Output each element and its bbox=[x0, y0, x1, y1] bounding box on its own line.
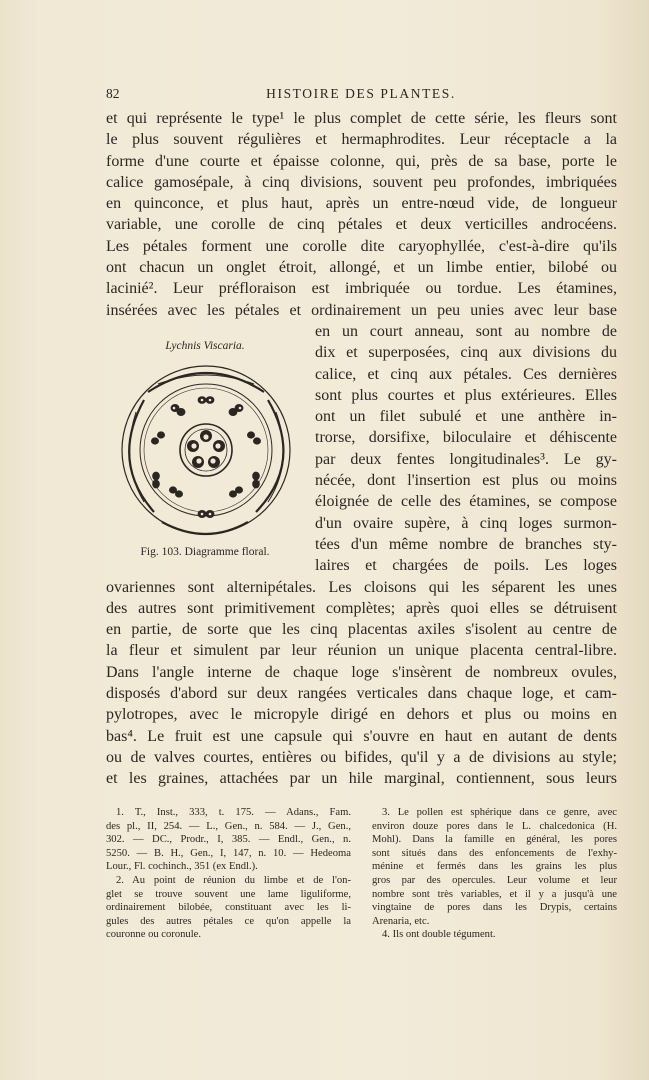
text-line: trorse, dorsifixe, biloculaire et déhiscente bbox=[315, 429, 617, 447]
figure-caption: Fig. 103. Diagramme floral. bbox=[140, 546, 270, 558]
text-line: ont un filet subulé et une anthère in- bbox=[315, 408, 617, 426]
text-line: d'un ovaire supère, à cinq loges surmon- bbox=[315, 514, 617, 532]
running-title: HISTOIRE DES PLANTES. bbox=[266, 86, 456, 101]
text-line: la fleur et simulent par leur réunion un unique placenta central-libre. bbox=[106, 642, 617, 660]
text-block-top bbox=[106, 108, 617, 321]
text-line: tées d'un même nombre de branches sty- bbox=[315, 535, 617, 553]
text-line: variable, une corolle de cinq pétales et deux verticilles androcéens. bbox=[106, 216, 617, 234]
text-line: par deux fentes longitudinales³. Le gy- bbox=[315, 450, 617, 468]
text-line: insérées avec les pétales et ordinairement un peu unies avec leur base bbox=[106, 301, 617, 319]
text-line: forme d'une courte et épaisse colonne, qui, près de sa base, porte le bbox=[106, 152, 617, 170]
text-line: pylotropes, avec le micropyle dirigé en dehors et plus ou moins en bbox=[106, 706, 617, 724]
text-line: des autres sont primitivement complètes; après quoi elles se détruisent bbox=[106, 599, 617, 617]
text-line: ont chacun un onglet étroit, allongé, et un limbe entier, bilobé ou bbox=[106, 259, 617, 277]
text-line: ovariennes sont alternipétales. Les cloisons qui les séparent les unes bbox=[106, 578, 617, 596]
text-line: bas⁴. Le fruit est une capsule qui s'ouvre en haut en autant de dents bbox=[106, 727, 617, 745]
text-line: et les graines, attachées par un hile marginal, contiennent, sous leurs bbox=[106, 770, 617, 788]
footnote-line: couronne ou coronule. bbox=[106, 929, 202, 941]
figure-title: Lychnis Viscaria. bbox=[165, 340, 245, 352]
footnote-line: 2. Au point de réunion du limbe et de l'on- bbox=[116, 874, 351, 886]
footnote-line: glet se trouve souvent une lame liguliforme, bbox=[106, 888, 351, 900]
footnote-line: 4. Ils ont double tégument. bbox=[382, 929, 496, 941]
footnote-line: 1. T., Inst., 333, t. 175. — Adans., Fam. bbox=[116, 807, 351, 818]
footnote-line: Lour., Fl. cochinch., 351 (ex Endl.). bbox=[106, 861, 258, 873]
footnote bbox=[372, 928, 617, 942]
footnote-line: ménine et fermés dans les grains les plus bbox=[372, 861, 617, 873]
footnote-line: 3. Le pollen est sphérique dans ce genre, avec bbox=[382, 807, 617, 818]
footnote-line: Arenaria, etc. bbox=[372, 915, 430, 927]
footnotes-right-column bbox=[372, 806, 617, 942]
footnote bbox=[372, 806, 617, 928]
text-line: nécée, dont l'insertion est plus ou moins bbox=[315, 472, 617, 490]
footnote bbox=[106, 874, 351, 942]
footnote-line: environ douze pores dans le L. chalcedonica (H. bbox=[372, 820, 617, 832]
text-line: et qui représente le type¹ le plus complet de cette série, les fleurs sont bbox=[106, 110, 617, 127]
text-line: le plus souvent régulières et hermaphrodites. Leur réceptacle a la bbox=[106, 131, 617, 149]
text-line: éloignée de celle des étamines, se compose bbox=[315, 493, 617, 511]
text-line: ou de valves courtes, entières ou bifides, qu'il y a de divisions au style; bbox=[106, 748, 617, 766]
footnote-line: ordinairement bilobée, constituant avec les li- bbox=[106, 902, 351, 914]
footnote-line: des pl., II, 254. — L., Gen., n. 584. — J., Gen., bbox=[106, 820, 351, 832]
footnote-line: vingtaine de pores dans les Drypis, certains bbox=[372, 902, 617, 914]
footnote-line: sont situés dans des enfoncements de l'exhy- bbox=[372, 847, 617, 859]
text-line: calice gamosépale, à cinq divisions, souvent peu profondes, imbriquées bbox=[106, 173, 617, 191]
footnote-line: gules des autres pétales ce qu'on appelle la bbox=[106, 915, 351, 927]
page-header bbox=[106, 86, 616, 106]
footnote-line: 302. — DC., Prodr., I, 385. — Endl., Gen., n. bbox=[106, 834, 351, 846]
footnote-line: nombre sont très variables, et il y a jusqu'à une bbox=[372, 888, 617, 900]
text-line: sont plus courtes et plus extérieures. Elles bbox=[315, 386, 617, 404]
page-number: 82 bbox=[106, 86, 120, 101]
text-line: Les pétales forment une corolle dite caryophyllée, c'est-à-dire qu'ils bbox=[106, 237, 617, 255]
text-line: Dans l'angle interne de chaque loge s'insèrent de nombreux ovules, bbox=[106, 663, 617, 681]
footnote-line: 5250. — B. H., Gen., I, 147, n. 10. — Hedeoma bbox=[106, 847, 351, 859]
text-line: en un court anneau, sont au nombre de bbox=[315, 322, 617, 340]
floral-diagram-illustration bbox=[118, 362, 294, 538]
text-block-bottom bbox=[106, 577, 617, 790]
text-line: en partie, de sorte que les cinq placentas axiles s'isolent au centre de bbox=[106, 621, 617, 639]
footnote-line: Mohl). Dans la famille en général, les pores bbox=[372, 834, 617, 846]
footnote-line: gros par des opercules. Leur volume et leur bbox=[372, 874, 617, 886]
footnotes bbox=[106, 806, 617, 946]
figure-floral-diagram bbox=[110, 330, 300, 570]
footnotes-left-column bbox=[106, 806, 351, 942]
text-line: en quinconce, et plus haut, après un entre-nœud vide, de longueur bbox=[106, 195, 617, 213]
text-line: disposés d'abord sur deux rangées verticales dans chaque loge, et cam- bbox=[106, 685, 617, 703]
text-line: lacinié². Leur préfloraison est imbriquée ou tordue. Les étamines, bbox=[106, 280, 617, 298]
text-line: dix et superposées, cinq aux divisions du bbox=[315, 344, 617, 362]
text-line: laires et chargées de poils. Les loges bbox=[315, 557, 617, 575]
text-line: calice, et cinq aux pétales. Ces dernières bbox=[315, 365, 617, 383]
footnote bbox=[106, 806, 351, 874]
